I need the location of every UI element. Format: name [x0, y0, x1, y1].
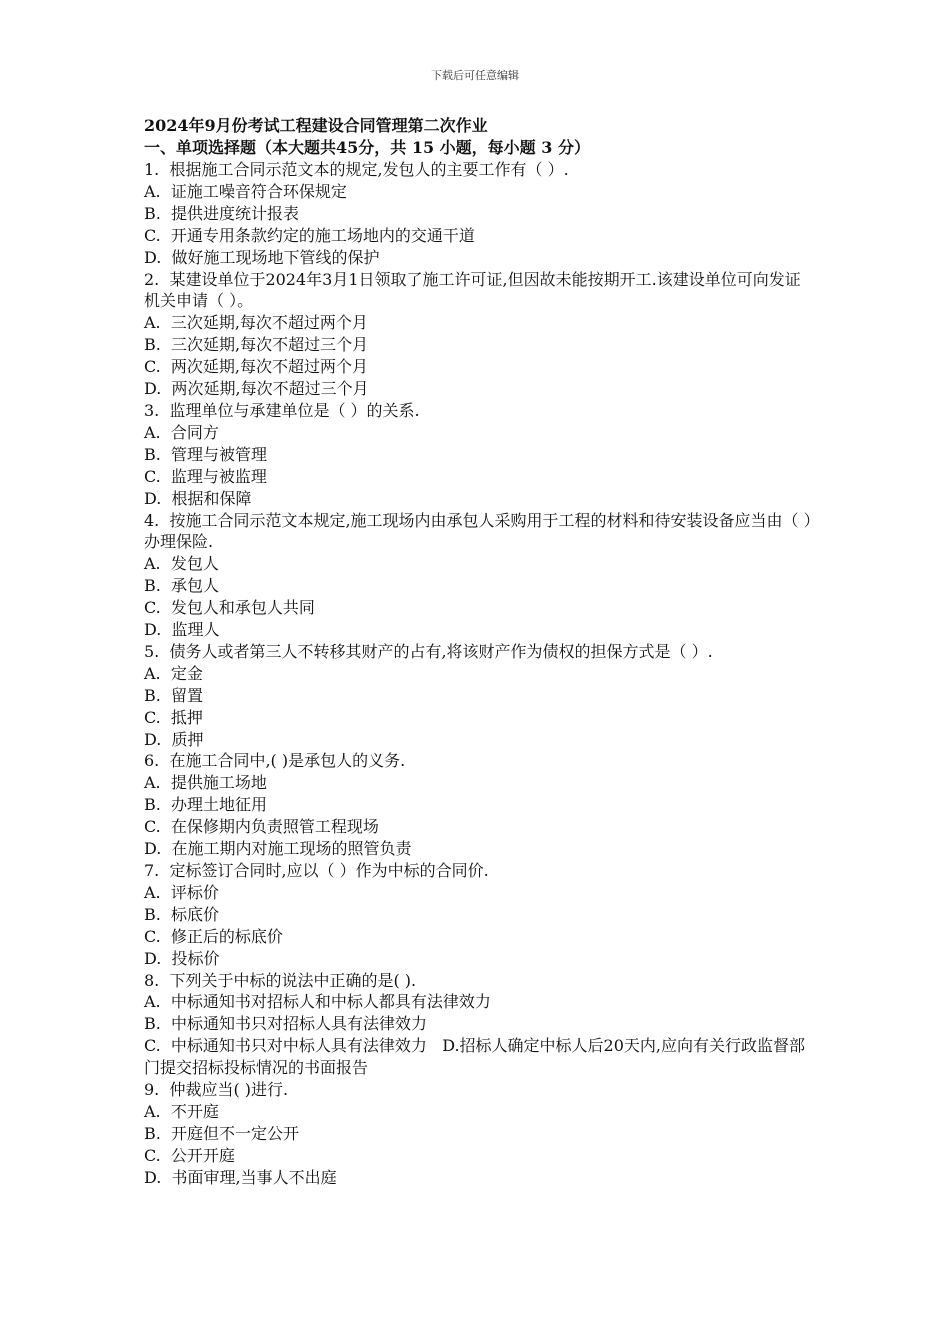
question-option: C. 修正后的标底价 — [144, 926, 283, 946]
question-option: D. 在施工期内对施工现场的照管负责 — [144, 839, 412, 859]
page-header: 下载后可任意编辑 — [431, 69, 519, 82]
question-option: C. 发包人和承包人共同 — [144, 598, 315, 618]
question-option: D. 监理人 — [144, 620, 220, 640]
question-stem: 4. 按施工合同示范文本规定,施工现场内由承包人采购用于工程的材料和待安装设备应当由（ ）办理保险. — [144, 510, 812, 552]
question-2 — [144, 269, 814, 400]
question-option: C. 中标通知书只对中标人具有法律效力 D.招标人确定中标人后20天内,应向有关行政监督部门提交招标投标情况的书面报告 — [144, 1036, 805, 1078]
question-option: A. 中标通知书对招标人和中标人都具有法律效力 — [144, 992, 491, 1012]
question-option: A. 发包人 — [144, 554, 219, 574]
question-option: B. 管理与被管理 — [144, 444, 268, 464]
question-option: A. 合同方 — [144, 422, 219, 442]
question-option: D. 两次延期,每次不超过三个月 — [144, 379, 369, 399]
question-stem: 6. 在施工合同中,( )是承包人的义务. — [144, 751, 406, 771]
question-option: B. 三次延期,每次不超过三个月 — [144, 335, 369, 355]
question-3 — [144, 400, 814, 510]
question-option: D. 做好施工现场地下管线的保护 — [144, 247, 380, 267]
question-stem: 7. 定标签订合同时,应以（ ）作为中标的合同价. — [144, 861, 489, 880]
question-stem: 2. 某建设单位于2024年3月1日领取了施工许可证,但因故未能按期开工.该建设单位可向发证机关申请（ ）。 — [144, 269, 801, 311]
question-option: C. 开通专用条款约定的施工场地内的交通干道 — [144, 225, 475, 245]
question-option: A. 证施工噪音符合环保规定 — [144, 181, 347, 201]
question-option: C. 监理与被监理 — [144, 466, 267, 486]
question-list — [144, 159, 814, 1189]
question-option: B. 承包人 — [144, 576, 220, 596]
question-1 — [144, 159, 814, 269]
question-option: C. 抵押 — [144, 707, 203, 727]
question-5 — [144, 641, 814, 751]
document-title: 2024年9月份考试工程建设合同管理第二次作业 — [144, 116, 488, 135]
question-stem: 9. 仲裁应当( )进行. — [144, 1080, 289, 1100]
question-option: B. 留置 — [144, 685, 204, 705]
question-option: B. 办理土地征用 — [144, 795, 268, 815]
question-option: B. 开庭但不一定公开 — [144, 1123, 300, 1143]
question-option: B. 中标通知书只对招标人具有法律效力 — [144, 1014, 428, 1034]
question-option: A. 定金 — [144, 663, 203, 683]
question-stem: 5. 债务人或者第三人不转移其财产的占有,将该财产作为债权的担保方式是（ ）. — [144, 641, 713, 661]
question-option: D. 质押 — [144, 729, 204, 749]
question-stem: 3. 监理单位与承建单位是（ ）的关系. — [144, 400, 420, 420]
question-option: B. 提供进度统计报表 — [144, 203, 300, 223]
question-option: A. 提供施工场地 — [144, 773, 267, 793]
document-body — [144, 115, 814, 1189]
question-option: C. 公开开庭 — [144, 1145, 235, 1165]
question-option: D. 投标价 — [144, 948, 220, 968]
question-option: C. 两次延期,每次不超过两个月 — [144, 357, 369, 377]
question-option: A. 不开庭 — [144, 1101, 219, 1121]
question-stem: 1. 根据施工合同示范文本的规定,发包人的主要工作有（ ）. — [144, 160, 569, 179]
question-option: D. 根据和保障 — [144, 488, 252, 508]
question-option: C. 在保修期内负责照管工程现场 — [144, 817, 379, 837]
question-7 — [144, 860, 814, 970]
question-9 — [144, 1079, 814, 1189]
question-option: D. 书面审理,当事人不出庭 — [144, 1167, 337, 1187]
section-heading: 一、单项选择题（本大题共45分，共 15 小题，每小题 3 分） — [144, 138, 590, 157]
question-8 — [144, 970, 814, 1080]
question-option: A. 三次延期,每次不超过两个月 — [144, 313, 368, 333]
question-option: A. 评标价 — [144, 882, 219, 902]
question-4 — [144, 510, 814, 641]
question-option: B. 标底价 — [144, 904, 220, 924]
question-stem: 8. 下列关于中标的说法中正确的是( ). — [144, 970, 417, 990]
question-6 — [144, 750, 814, 860]
